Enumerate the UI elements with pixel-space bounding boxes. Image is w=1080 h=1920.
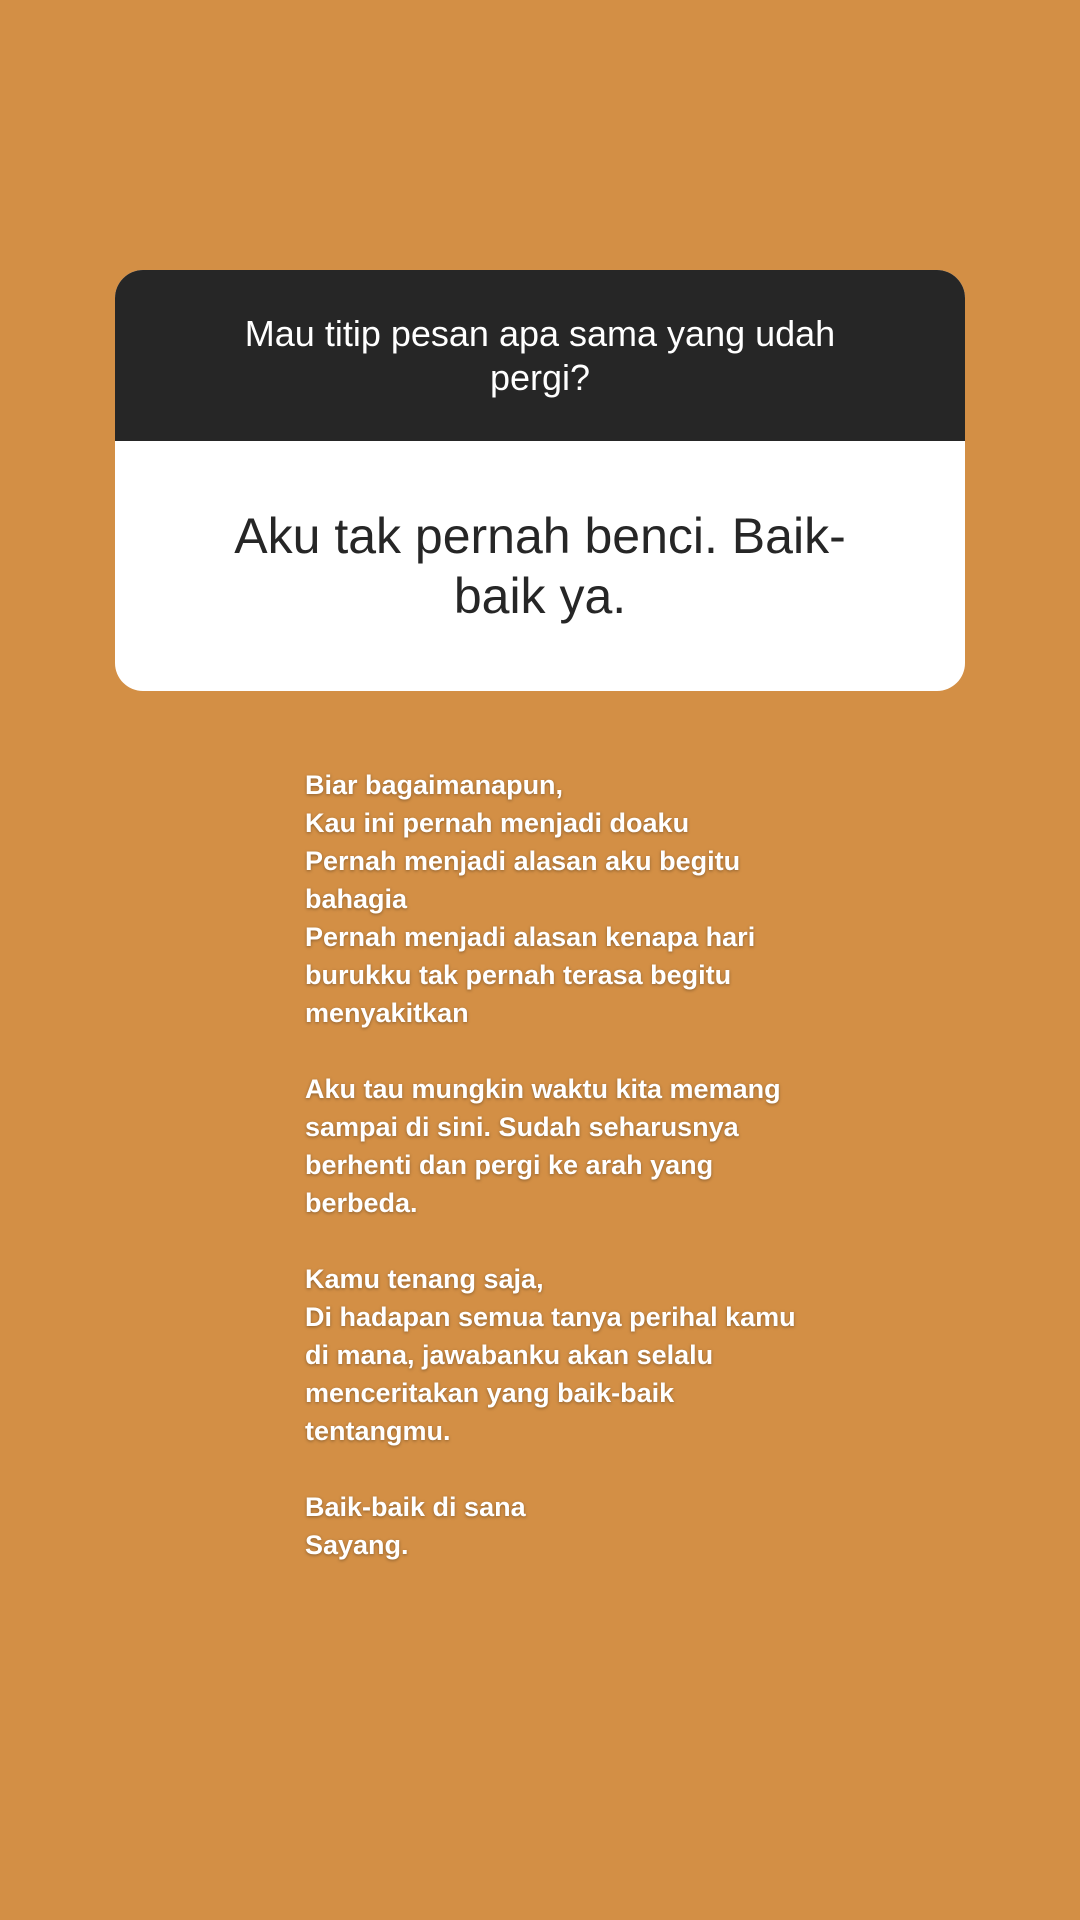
question-sticker-card	[115, 270, 965, 691]
poem-text-block	[305, 766, 825, 1564]
poem-stanza-1	[305, 766, 825, 1032]
poem-line: Kamu tenang saja,	[305, 1264, 544, 1294]
poem-line: Pernah menjadi alasan kenapa hari burukku tak pernah terasa begitu menyakitkan	[305, 922, 756, 1028]
answer-body	[115, 441, 965, 691]
poem-line: Biar bagaimanapun,	[305, 770, 564, 800]
question-header	[115, 270, 965, 441]
poem-stanza-4	[305, 1488, 825, 1564]
question-text: Mau titip pesan apa sama yang udah pergi?	[244, 312, 836, 398]
poem-line: Aku tau mungkin waktu kita memang sampai di sini. Sudah seharusnya berhenti dan pergi ke arah yang berbeda.	[305, 1074, 781, 1218]
poem-line: Kau ini pernah menjadi doaku	[305, 808, 690, 838]
poem-line: Baik-baik di sana	[305, 1492, 526, 1522]
poem-line: Pernah menjadi alasan aku begitu bahagia	[305, 846, 741, 914]
poem-stanza-2	[305, 1070, 825, 1222]
poem-line: Sayang.	[305, 1530, 409, 1560]
poem-line: Di hadapan semua tanya perihal kamu di mana, jawabanku akan selalu menceritakan yang baik-baik tentangmu.	[305, 1302, 796, 1446]
answer-text: Aku tak pernah benci. Baik-baik ya.	[234, 508, 846, 624]
poem-stanza-3	[305, 1260, 825, 1450]
